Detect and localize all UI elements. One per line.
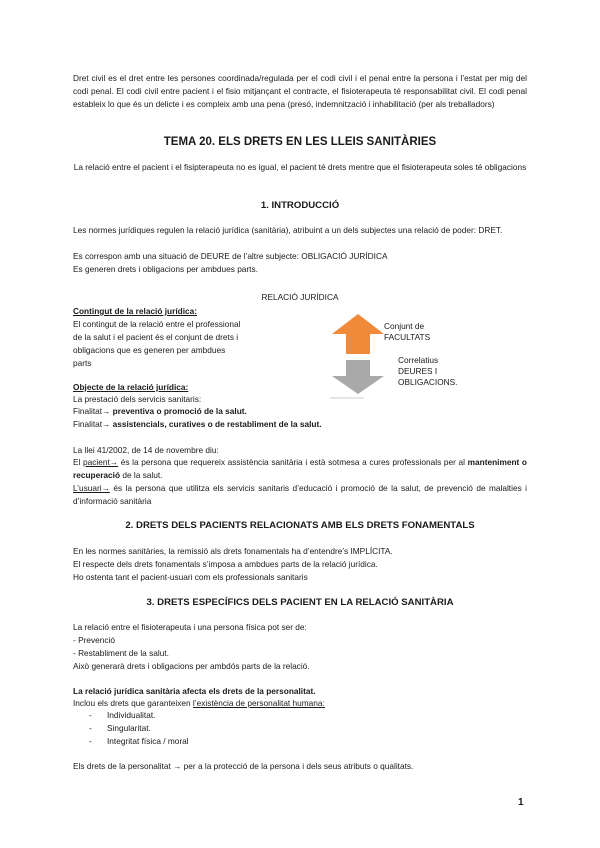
object-title: Objecte de la relació jurídica: <box>73 382 189 392</box>
section3-line: - Prevenció <box>73 635 115 645</box>
inclou-underlined: l’existència de personalitat humana: <box>192 698 325 708</box>
finalitat-1-prefix: Finalitat→ <box>73 406 113 416</box>
arrow-down-icon <box>332 360 384 394</box>
arrow-down-label-line: OBLIGACIONS. <box>398 377 458 387</box>
section2-line: El respecte dels drets fonamentals s’imposa a ambdues parts de la relació jurídica. <box>73 559 378 569</box>
content-line: parts <box>73 358 92 368</box>
content-description <box>73 318 240 370</box>
content-title-text: Contingut de la relació jurídica <box>73 306 195 316</box>
content-line: El contingut de la relació entre el professional <box>73 319 241 329</box>
intro-paragraph: Dret civil es el dret entre les persones coordinada/regulada per el codi civil i el penal entre la persona i l’estat per mig del codi penal. El codi civil entre pacient i el fisio mitjançant el contracte, el fisioterapeuta té responsabilitat civil. El codi penal estableix lo que és un delicte i es compleix amb una pena (presó, indemnització i inhabilitació (per als treballadors) <box>73 73 527 109</box>
list-item <box>73 735 189 748</box>
pacient-text-end: de la salut. <box>120 470 163 480</box>
section3-line: - Restabliment de la salut. <box>73 648 169 658</box>
subtitle: La relació entre el pacient i el fisipterapeuta no es igual, el pacient té drets mentre que el fisioterapeuta soles té obligacions <box>73 162 527 172</box>
pacient-definition <box>73 456 527 482</box>
pacient-bold: manteniment o recuperació <box>73 457 527 480</box>
list-dash: - <box>89 710 92 720</box>
section3-line: Això generarà drets i obligacions per ambdós parts de la relació. <box>73 661 310 671</box>
section1-paragraph-1: Les normes jurídiques regulen la relació jurídica (sanitària), atribuint a un dels subjectes una relació de poder: DRET. <box>73 225 503 235</box>
usuari-text: és la persona que utilitza els servicis sanitaris d’educació i promoció de la salut, de prevenció de malalties i d’informació sanitària <box>73 483 527 506</box>
section1-heading: 1. INTRODUCCIÓ <box>260 200 340 211</box>
list-item-text: Individualitat. <box>107 710 156 720</box>
finalitat-2-prefix: Finalitat→ <box>73 419 113 429</box>
content-line: de la salut i el pacient és el conjunt de drets i <box>73 332 239 342</box>
section3-heading: 3. DRETS ESPECÍFICS DELS PACIENT EN LA RELACIÓ SANITÀRIA <box>146 597 454 608</box>
list-dash: - <box>89 736 92 746</box>
page-number: 1 <box>518 797 524 808</box>
arrow-down-label-line: Correlatius <box>398 355 439 365</box>
finalitat-1 <box>73 405 247 418</box>
arrow-up-label-line: FACULTATS <box>384 332 431 342</box>
section2-body <box>73 545 393 584</box>
content-line: obligacions que es generen per ambdues <box>73 345 226 355</box>
inclou-prefix: Inclou els drets que garanteixen <box>73 698 193 708</box>
finalitat-1-bold: preventiva o promoció de la salut. <box>112 406 247 416</box>
arrow-up-label-line: Conjunt de <box>384 321 425 331</box>
section3-line: La relació entre el fisioterapeuta i una persona física pot ser de: <box>73 622 307 632</box>
document-title: TEMA 20. ELS DRETS EN LES LLEIS SANITÀRIES <box>163 136 437 148</box>
finalitat-2-bold: assistencials, curatives o de restabliment de la salut. <box>112 419 322 429</box>
section1-paragraph-3: Es generen drets i obligacions per ambdues parts. <box>73 264 258 274</box>
arrow-down-label <box>398 355 457 388</box>
usuari-definition <box>73 482 527 508</box>
arrow-down-label-line: DEURES I <box>398 366 438 376</box>
list-item <box>73 722 189 735</box>
content-title: Contingut de la relació jurídica: <box>73 306 198 316</box>
diagram-title: RELACIÓ JURÍDICA <box>261 292 339 302</box>
section1-paragraph-2: Es correspon amb una situació de DEURE de l’altre subjecte: OBLIGACIÓ JURÍDICA <box>73 251 388 261</box>
list-item <box>73 709 189 722</box>
law-line: La llei 41/2002, de 14 de novembre diu: <box>73 445 219 455</box>
pacient-text: és la persona que requereix assistència sanitària i està sotmesa a cures professionals per al <box>118 457 468 467</box>
usuari-term: L’usuari→ <box>73 483 110 493</box>
final-line: Els drets de la personalitat → per a la protecció de la persona i dels seus atributs o qualitats. <box>73 761 414 771</box>
finalitat-2 <box>73 418 322 431</box>
object-title-text: Objecte de la relació jurídica <box>73 382 186 392</box>
section2-line: Ho ostenta tant el pacient-usuari com els professionals sanitaris <box>73 572 308 582</box>
list-item-text: Singularitat. <box>107 723 151 733</box>
section2-heading: 2. DRETS DELS PACIENTS RELACIONATS AMB ELS DRETS FONAMENTALS <box>125 520 475 531</box>
object-line: La prestació dels servicis sanitaris: <box>73 394 202 404</box>
list-dash: - <box>89 723 92 733</box>
personality-rights-heading: La relació jurídica sanitària afecta els drets de la personalitat. <box>73 686 316 696</box>
section2-line: En les normes sanitàries, la remissió als drets fonamentals ha d’entendre’s IMPLÍCITA. <box>73 546 393 556</box>
pacient-term: pacient→ <box>83 457 119 467</box>
section3-body <box>73 621 310 673</box>
arrow-up-label <box>384 321 430 343</box>
pacient-prefix: El <box>73 457 84 467</box>
list-item-text: Integritat física / moral <box>107 736 189 746</box>
arrow-up-icon <box>332 314 384 354</box>
personality-list <box>73 709 189 748</box>
